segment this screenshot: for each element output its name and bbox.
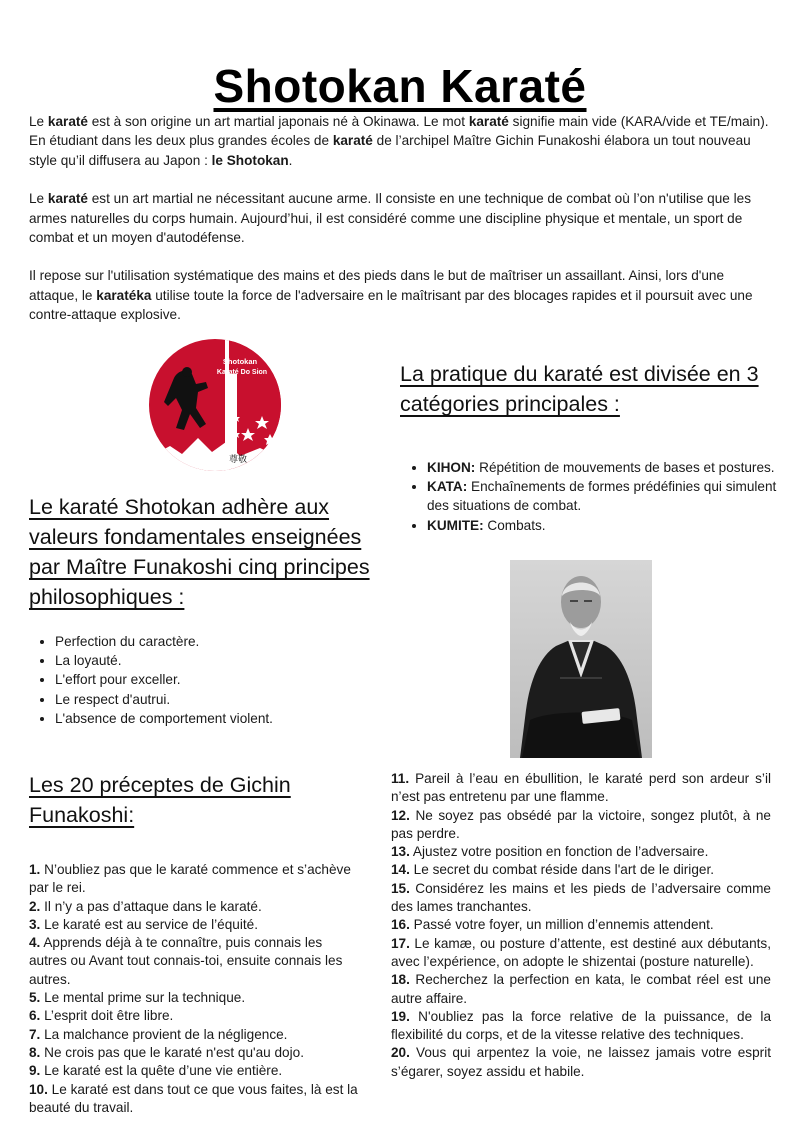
- precept-item: 11. Pareil à l’eau en ébullition, le karaté perd son ardeur s’il n’est pas entretenu par une flamme.: [391, 771, 771, 805]
- club-logo-graphic: [140, 338, 290, 472]
- precept-item: 7. La malchance provient de la négligence.: [29, 1026, 288, 1042]
- principle-item: • Perfection du caractère.: [55, 632, 385, 651]
- precept-item: 10. Le karaté est dans tout ce que vous faites, là est la beauté du travail.: [29, 1081, 358, 1115]
- principle-item: • L'effort pour exceller.: [55, 670, 385, 689]
- category-item-kata: • KATA: Enchaînements de formes prédéfinies qui simulent des situations de combat.: [427, 477, 777, 515]
- logo-line-2: Karaté Do Sion: [216, 369, 268, 376]
- preceptes-right-column: [391, 770, 771, 1081]
- precept-item: 1. N’oubliez pas que le karaté commence et s’achève par le rei.: [29, 862, 351, 896]
- precept-item: 12. Ne soyez pas obsédé par la victoire, songez plutôt, à ne pas perdre.: [391, 807, 771, 841]
- precept-item: 18. Recherchez la perfection en kata, le combat réel est une autre affaire.: [391, 972, 771, 1006]
- precept-item: 15. Considérez les mains et les pieds de l’adversaire comme des lames tranchantes.: [391, 880, 771, 915]
- precept-item: 2. Il n’y a pas d’attaque dans le karaté.: [29, 898, 262, 914]
- intro-paragraph-1: Le karaté est à son origine un art martial japonais né à Okinawa. Le mot karaté signifie main vide (KARA/vide et TE/main). En étudiant dans les deux plus grandes écoles de karaté de l’archipel Maître Gichin Funakoshi élabora un tout nouveau style qu’il diffusera au Japon : le Shotokan.: [29, 114, 769, 168]
- precept-item: 3. Le karaté est au service de l’équité.: [29, 916, 258, 932]
- precept-item: 4. Apprends déjà à te connaître, puis connais les autres ou Avant tout connais-toi, ensuite connais les autres.: [29, 935, 343, 987]
- precept-item: 6. L’esprit doit être libre.: [29, 1008, 174, 1024]
- precept-item: 13. Ajustez votre position en fonction de l’adversaire.: [391, 844, 709, 860]
- principles-list: [31, 632, 385, 728]
- page-title: Shotokan Karaté: [213, 59, 587, 112]
- logo-kanji: 尊敬: [228, 455, 248, 465]
- preceptes-left-column: [29, 861, 359, 1117]
- category-item-kihon: • KIHON: Répétition de mouvements de bases et postures.: [427, 458, 777, 477]
- precept-item: 9. Le karaté est la quête d’une vie entière.: [29, 1063, 283, 1079]
- intro-paragraph-2: Le karaté est un art martial ne nécessitant aucune arme. Il consiste en une technique de combat où l’on n'utilise que les armes naturelles du corps humain. Aujourd’hui, il est considéré comme une discipline physique et mentale, un sport de combat et un moyen d'autodéfense.: [29, 191, 752, 246]
- category-item-kumite: • KUMITE: Combats.: [427, 516, 777, 535]
- intro-text: [29, 112, 774, 344]
- valeurs-heading: Le karaté Shotokan adhère aux valeurs fondamentales enseignées par Maître Funakoshi cinq principes philosophiques :: [29, 495, 370, 609]
- precept-item: 17. Le kamæ, ou posture d’attente, est destiné aux débutants, avec l’expérience, on adopte le shizentai (posture naturelle).: [391, 935, 771, 969]
- principle-item: • Le respect d'autrui.: [55, 690, 385, 709]
- precept-item: 16. Passé votre foyer, un million d’ennemis attendent.: [391, 917, 714, 933]
- precept-item: 5. Le mental prime sur la technique.: [29, 990, 246, 1006]
- funakoshi-portrait: [510, 560, 652, 758]
- intro-paragraph-3: Il repose sur l'utilisation systématique des mains et des pieds dans le but de maîtriser un assaillant. Ainsi, lors d'une attaque, le karatéka utilise toute la force de l'adversaire en le maîtrisant par des blocages rapides et il poursuit avec une contre-attaque explosive.: [29, 268, 753, 323]
- logo-line-1: Shotokan: [222, 357, 258, 366]
- principle-item: • La loyauté.: [55, 651, 385, 670]
- principle-item: • L'absence de comportement violent.: [55, 709, 385, 728]
- club-logo: [140, 338, 290, 472]
- preceptes-heading: Les 20 préceptes de Gichin Funakoshi:: [29, 773, 291, 827]
- precept-item: 19. N'oubliez pas la force relative de la puissance, de la flexibilité du corps, et de la vitesse relative des techniques.: [391, 1008, 771, 1043]
- precept-item: 14. Le secret du combat réside dans l'art de le diriger.: [391, 862, 714, 878]
- funakoshi-portrait-graphic: [510, 560, 652, 758]
- categories-list: [403, 458, 777, 535]
- pratique-heading: La pratique du karaté est divisée en 3 catégories principales :: [400, 362, 759, 416]
- precept-item: 8. Ne crois pas que le karaté n'est qu'au dojo.: [29, 1044, 304, 1060]
- precept-item: 20. Vous qui arpentez la voie, ne laissez jamais votre esprit s’égarer, soyez assidu et habile.: [391, 1045, 771, 1079]
